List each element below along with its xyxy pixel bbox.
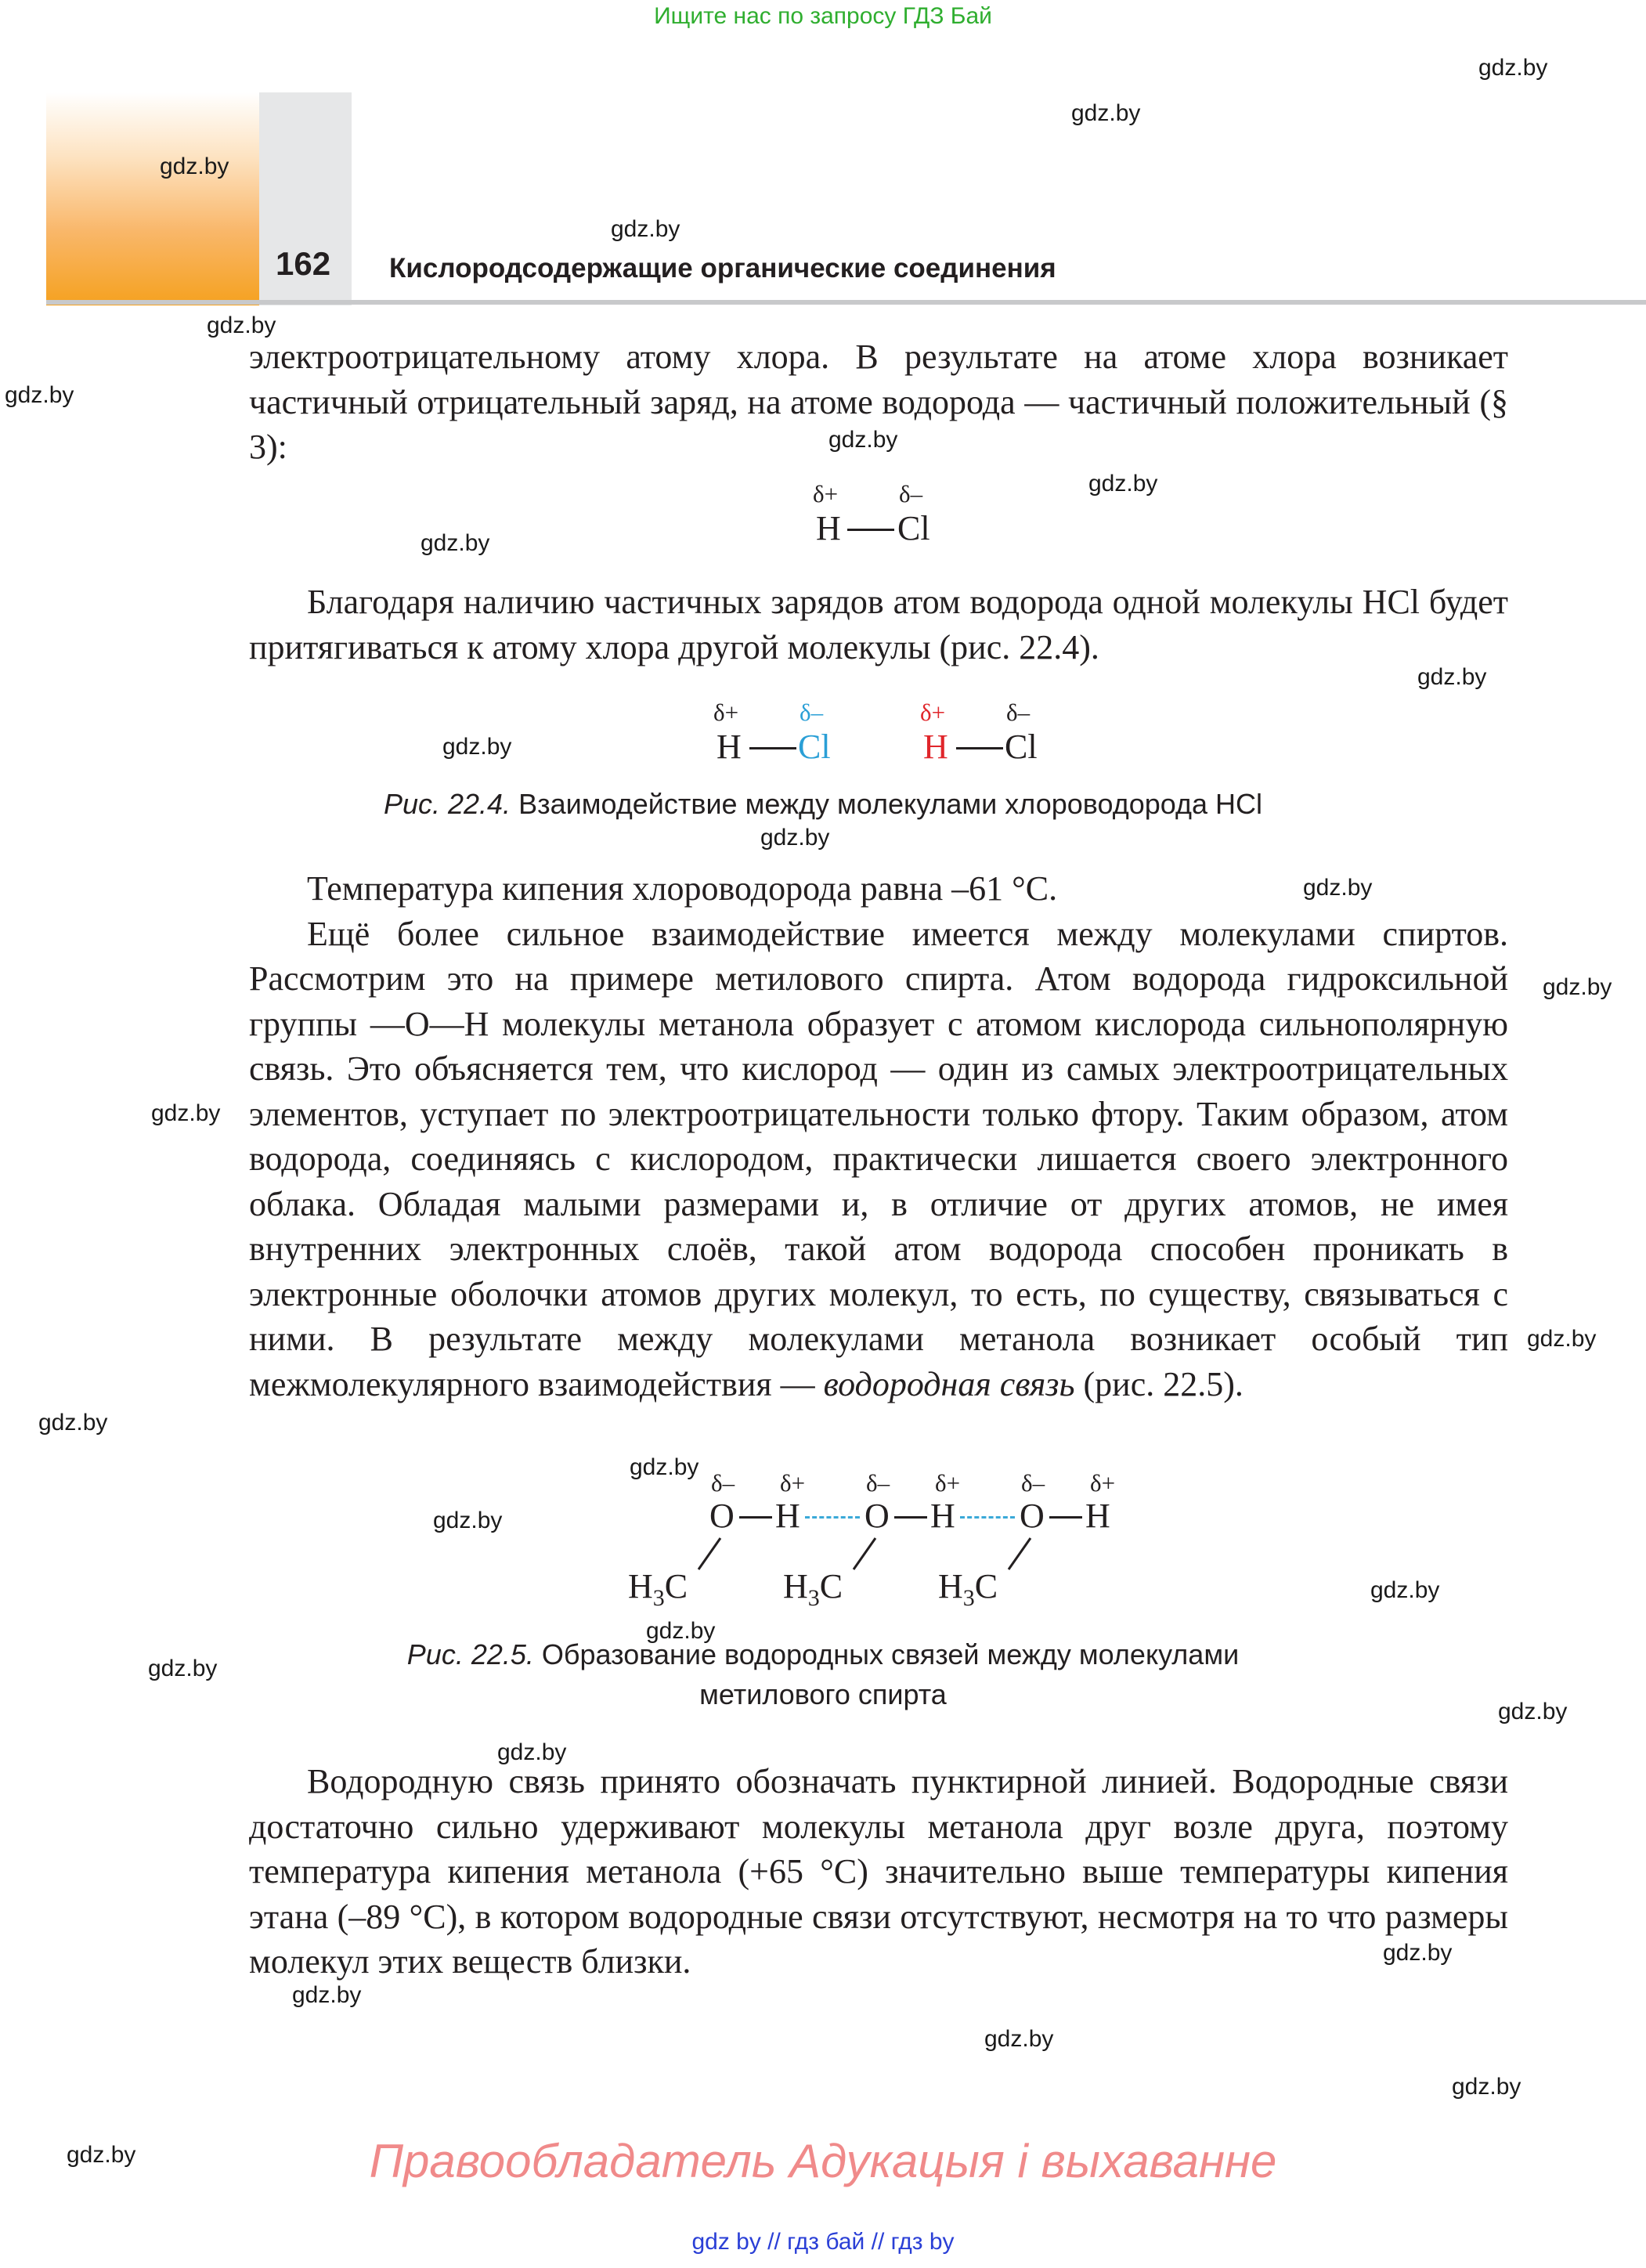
partial-negative-charge: δ– <box>866 1469 890 1497</box>
hydrogen-atom-highlighted: H <box>923 728 948 766</box>
watermark: gdz.by <box>984 2026 1054 2052</box>
partial-positive-charge: δ+ <box>1090 1469 1116 1497</box>
watermark: gdz.by <box>433 1508 503 1533</box>
watermark: gdz.by <box>828 427 898 453</box>
methyl-bonds <box>619 1469 1151 1626</box>
bottom-links[interactable]: gdz by // гдз бай // гдз by <box>691 2229 955 2255</box>
partial-negative-charge: δ– <box>800 699 824 726</box>
copyright-notice: Правообладатель Адукацыя і выхаванне <box>369 2135 1277 2187</box>
watermark: gdz.by <box>38 1410 108 1436</box>
figure-22-4-diagram <box>709 699 1061 769</box>
header-rule <box>46 300 1646 305</box>
figure-22-5-diagram <box>619 1469 1151 1626</box>
partial-positive-charge: δ+ <box>935 1469 961 1497</box>
watermark: gdz.by <box>760 825 830 850</box>
watermark: gdz.by <box>421 530 490 556</box>
formula-hcl <box>810 480 951 551</box>
watermark: gdz.by <box>1478 55 1548 81</box>
paragraph-1: электроотрицательному атому хлора. В результате на атоме хлора возникает частичный отрицательный заряд, на атоме водорода — частичный положительный (§ 3): <box>249 338 1508 466</box>
oxygen-atom: O <box>865 1497 890 1535</box>
watermark: gdz.by <box>1303 875 1373 901</box>
oxygen-atom: O <box>709 1497 735 1535</box>
partial-positive-charge: δ+ <box>780 1469 806 1497</box>
caption-text: Образование водородных связей между молекулами <box>533 1638 1240 1670</box>
methyl-group: $H_3C$ <box>628 1567 688 1611</box>
figure-22-5-caption-line-2: метилового спирта <box>699 1678 947 1710</box>
covalent-bond <box>749 747 796 749</box>
hydrogen-atom: H <box>775 1497 800 1535</box>
partial-negative-charge: δ– <box>899 480 923 507</box>
header-color-tab <box>46 92 259 305</box>
watermark: gdz.by <box>1088 471 1158 497</box>
hydroxyl-group: —O—H <box>370 1004 489 1043</box>
covalent-bond <box>956 747 1003 749</box>
watermark: gdz.by <box>1498 1699 1568 1724</box>
partial-positive-charge: δ+ <box>813 480 839 507</box>
chlorine-atom: Cl <box>1005 728 1038 766</box>
partial-positive-charge-highlighted: δ+ <box>920 699 946 726</box>
page-number: 162 <box>276 245 331 282</box>
top-search-banner[interactable]: Ищите нас по запросу ГДЗ Бай <box>654 3 992 29</box>
covalent-bond <box>847 529 894 531</box>
caption-text: Взаимодействие между молекулами хлороводорода HCl <box>511 788 1263 820</box>
hydrogen-atom: H <box>930 1497 955 1535</box>
watermark: gdz.by <box>1527 1326 1597 1352</box>
watermark: gdz.by <box>611 216 680 242</box>
watermark: gdz.by <box>292 1982 362 2008</box>
watermark: gdz.by <box>1370 1577 1440 1603</box>
figure-label: Рис. 22.4. <box>383 788 511 820</box>
figure-22-5-caption <box>0 1638 1646 1671</box>
diagonal-bond <box>854 1538 875 1569</box>
figure-22-4-caption <box>0 788 1646 821</box>
running-head: Кислородсодержащие органические соединения <box>389 253 1056 284</box>
paragraph-3-4: Температура кипения хлороводорода равна –61 °C. Ещё более сильное взаимодействие имеется между молекулами спиртов. Рассмотрим это на примере метилового спирта. Атом водорода гидроксильной группы —O—H молекулы метанола образует с атомом кислорода сильнополярную связь. Это объясняется тем, что кислород — один из самых электроотрицательных элементов, уступает по электроотрицательности только фтору. Таким образом, атом водорода, соединяясь с кислородом, практически лишается своего электронного облака. Обладая малыми размерами и, в отличие от других атомов, не имея внутренних электронных слоёв, такой атом водорода способен проникать в электронные оболочки атомов других молекул, то есть, по существу, связываться с ними. В результате между молекулами метанола возникает особый тип межмолекулярного взаимодействия — водородная связь (рис. 22.5). <box>249 866 1508 1407</box>
chlorine-atom-highlighted: Cl <box>798 728 831 766</box>
paragraph-5: Водородную связь принято обозначать пунктирной линией. Водородные связи достаточно сильно удерживают молекулы метанола друг возле друга, поэтому температура кипения метанола (+65 °C) значительно выше температуры кипения этана (–89 °C), в котором водородные связи отсутствуют, несмотря на то что размеры молекул этих веществ близки. <box>249 1762 1508 1981</box>
watermark: gdz.by <box>442 734 512 760</box>
diagonal-bond <box>1009 1538 1031 1569</box>
watermark: gdz.by <box>1417 664 1487 690</box>
hydrogen-atom: H <box>816 509 841 547</box>
watermark: gdz.by <box>148 1656 218 1681</box>
watermark: gdz.by <box>160 153 229 179</box>
partial-positive-charge: δ+ <box>713 699 739 726</box>
chlorine-atom: Cl <box>897 509 930 547</box>
partial-negative-charge: δ– <box>1006 699 1031 726</box>
methyl-group: $H_3C$ <box>783 1567 843 1611</box>
watermark: gdz.by <box>207 312 276 338</box>
watermark: gdz.by <box>1383 1940 1453 1966</box>
partial-negative-charge: δ– <box>1021 1469 1045 1497</box>
watermark: gdz.by <box>1543 974 1612 1000</box>
watermark: gdz.by <box>630 1454 699 1480</box>
watermark: gdz.by <box>1071 100 1141 126</box>
hydrogen-atom: H <box>1085 1497 1110 1535</box>
watermark: gdz.by <box>646 1618 716 1644</box>
watermark: gdz.by <box>497 1739 567 1765</box>
watermark: gdz.by <box>1452 2074 1521 2100</box>
figure-label: Рис. 22.5. <box>406 1638 534 1670</box>
paragraph-2: Благодаря наличию частичных зарядов атом водорода одной молекулы HCl будет притягиваться к атому хлора другой молекулы (рис. 22.4). <box>249 583 1508 666</box>
methyl-group: $H_3C$ <box>938 1567 998 1611</box>
partial-negative-charge: δ– <box>711 1469 735 1497</box>
watermark: gdz.by <box>67 2142 136 2168</box>
oxygen-atom: O <box>1020 1497 1045 1535</box>
watermark: gdz.by <box>5 382 74 408</box>
watermark: gdz.by <box>151 1100 221 1126</box>
paragraph-4: Ещё более сильное взаимодействие имеется между молекулами спиртов. Рассмотрим это на примере метилового спирта. Атом водорода гидроксильной группы —O—H молекулы метанола образует с атомом кислорода сильнополярную связь. Это объясняется тем, что кислород — один из самых электроотрицательных элементов, уступает по электроотрицательности только фтору. Таким образом, атом водорода, соединяясь с кислородом, практически лишается своего электронного облака. Обладая малыми размерами и, в отличие от других атомов, не имея внутренних электронных слоёв, такой атом водорода способен проникать в электронные оболочки атомов других молекул, то есть, по существу, связываться с ними. В результате между молекулами метанола возникает особый тип межмолекулярного взаимодействия — водородная связь (рис. 22.5). <box>249 914 1508 1403</box>
diagonal-bond <box>698 1538 720 1569</box>
hydrogen-atom: H <box>717 728 742 766</box>
term-hydrogen-bond: водородная связь <box>823 1364 1075 1403</box>
